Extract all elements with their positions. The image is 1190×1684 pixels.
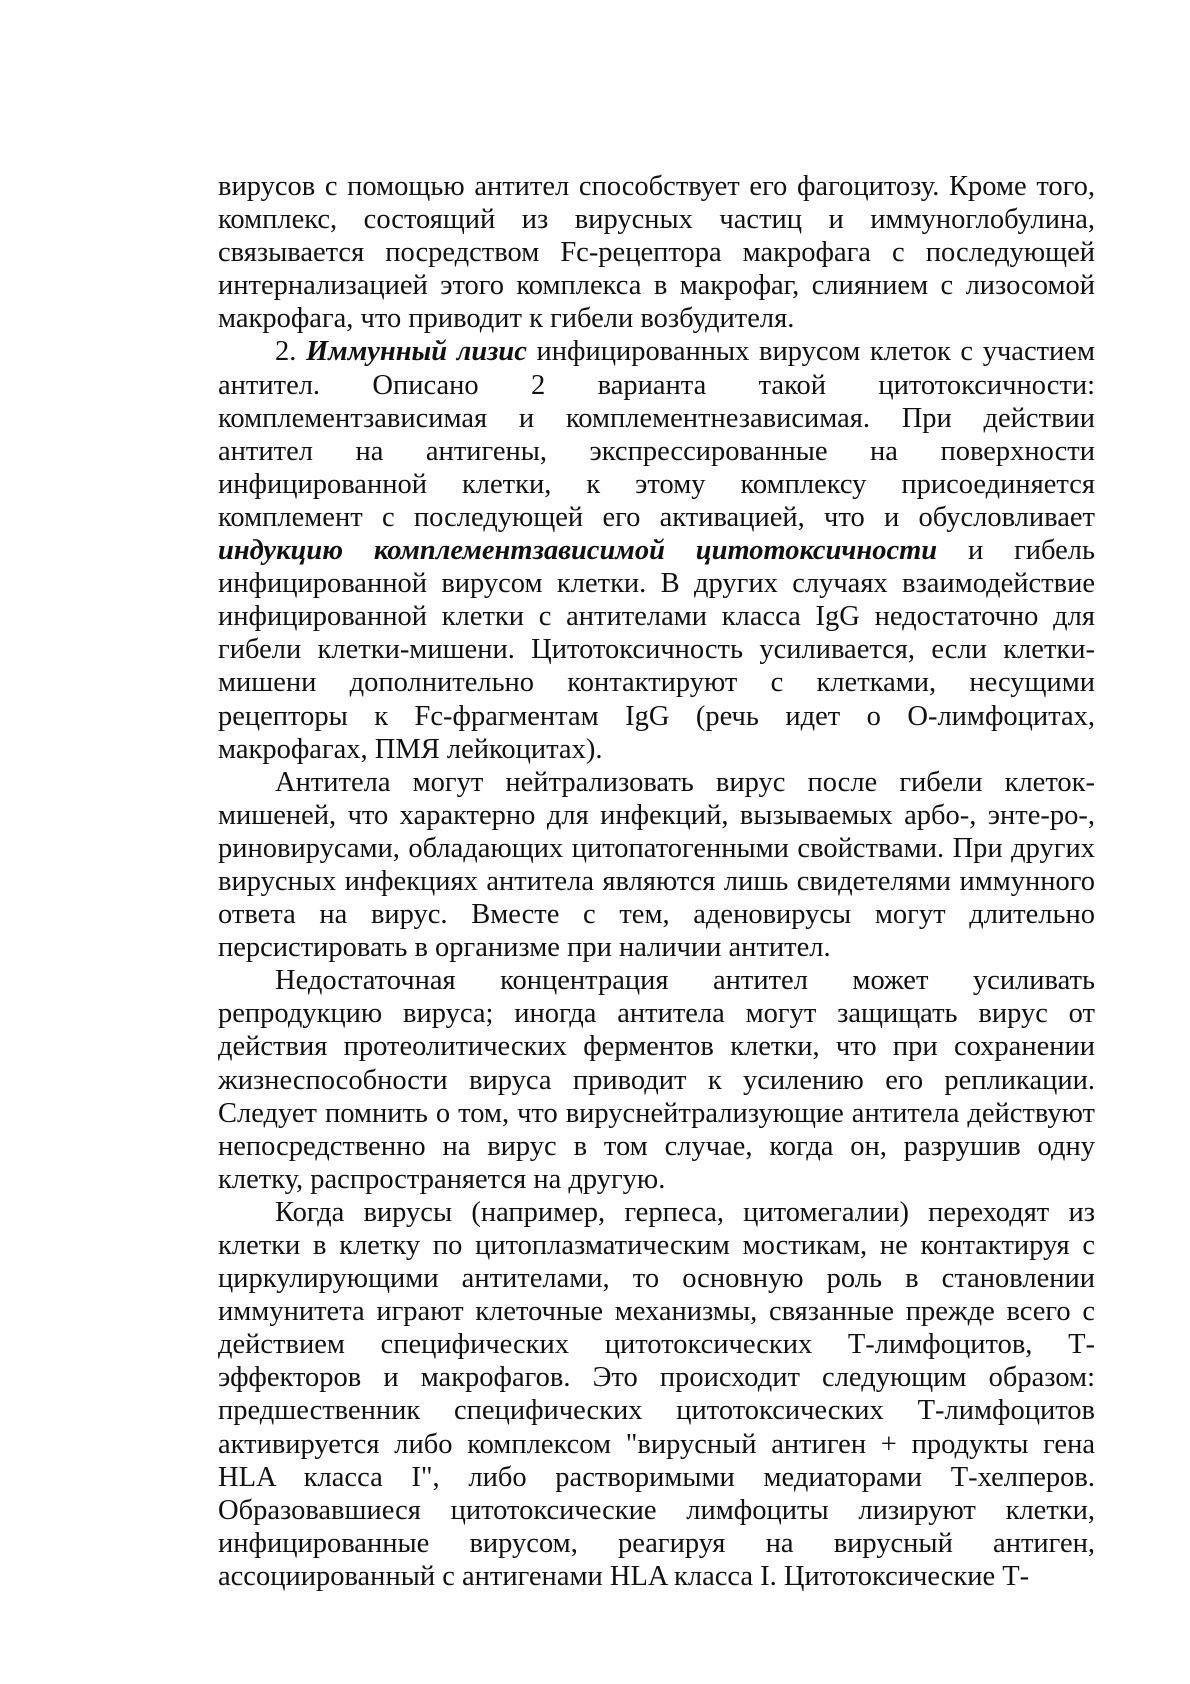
paragraph-5 [218, 1196, 1095, 1593]
paragraph-1 [218, 170, 1095, 335]
text-run: инфицированных вирусом клеток с участием антител. Описано 2 варианта такой цитотоксичности: комплементзависимая и комплементнезависимая. При действии антител на антигены, экспрессированные на поверхности инфицированной клетки, к этому комплексу присоединяется комплемент с последующей его активацией, что и обусловливает [218, 336, 1095, 533]
document-page [218, 170, 1095, 1593]
emphasis-term: индукцию комплементзависимой цитотоксичности [218, 535, 938, 567]
text-run: 2. [275, 336, 307, 368]
emphasis-term: Иммунный лизис [306, 336, 527, 368]
text-run: Недостаточная концентрация антител может усиливать репродукцию вируса; иногда антитела могут защищать вирус от действия протеолитических ферментов клетки, что при сохранении жизнеспособности вируса приводит к усилению его репликации. Следует помнить о том, что вируснейтрализующие антитела действуют непосредственно на вирус в том случае, когда он, разрушив одну клетку, распространяется на другую. [218, 965, 1095, 1195]
text-run: Антитела могут нейтрализовать вирус после гибели клеток-мишеней, что характерно для инфекций, вызываемых арбо-, энте-ро-, риновирусами, обладающих цитопатогенными свойствами. При других вирусных инфекциях антитела являются лишь свидетелями иммунного ответа на вирус. Вместе с тем, аденовирусы могут длительно персистировать в организме при наличии антител. [218, 766, 1095, 964]
text-run: и гибель инфицированной вирусом клетки. В других случаях взаимодействие инфицированной клетки с антителами класса IgG недостаточно для гибели клетки-мишени. Цитотоксичность усиливается, если клетки-мишени дополнительно контактируют с клетками, несущими рецепторы к Fc-фрагментам IgG (речь идет о О-лимфоцитах, макрофагах, ПМЯ лейкоцитах). [218, 535, 1095, 765]
text-run: Когда вирусы (например, герпеса, цитомегалии) переходят из клетки в клетку по цитоплазматическим мостикам, не контактируя с циркулирующими антителами, то основную роль в становлении иммунитета играют клеточные механизмы, связанные прежде всего с действием специфических цитотоксических Т-лимфоцитов, Т-эффекторов и макрофагов. Это происходит следующим образом: предшественник специфических цитотоксических Т-лимфоцитов активируется либо комплексом "вирусный антиген + продукты гена HLA класса I", либо растворимыми медиаторами Т-хелперов. Образовавшиеся цитотоксические лимфоциты лизируют клетки, инфицированные вирусом, реагируя на вирусный антиген, ассоциированный с антигенами HLA класса I. Цитотоксические Т- [218, 1196, 1095, 1592]
paragraph-2 [218, 335, 1095, 765]
text-run: вирусов с помощью антител способствует его фагоцитозу. Кроме того, комплекс, состоящий из вирусных частиц и иммуноглобулина, связывается посредством Fc-рецептора макрофага с последующей интернализацией этого комплекса в макрофаг, слиянием с лизосомой макрофага, что приводит к гибели возбудителя. [218, 171, 1095, 335]
paragraph-4 [218, 964, 1095, 1196]
paragraph-3 [218, 766, 1095, 965]
